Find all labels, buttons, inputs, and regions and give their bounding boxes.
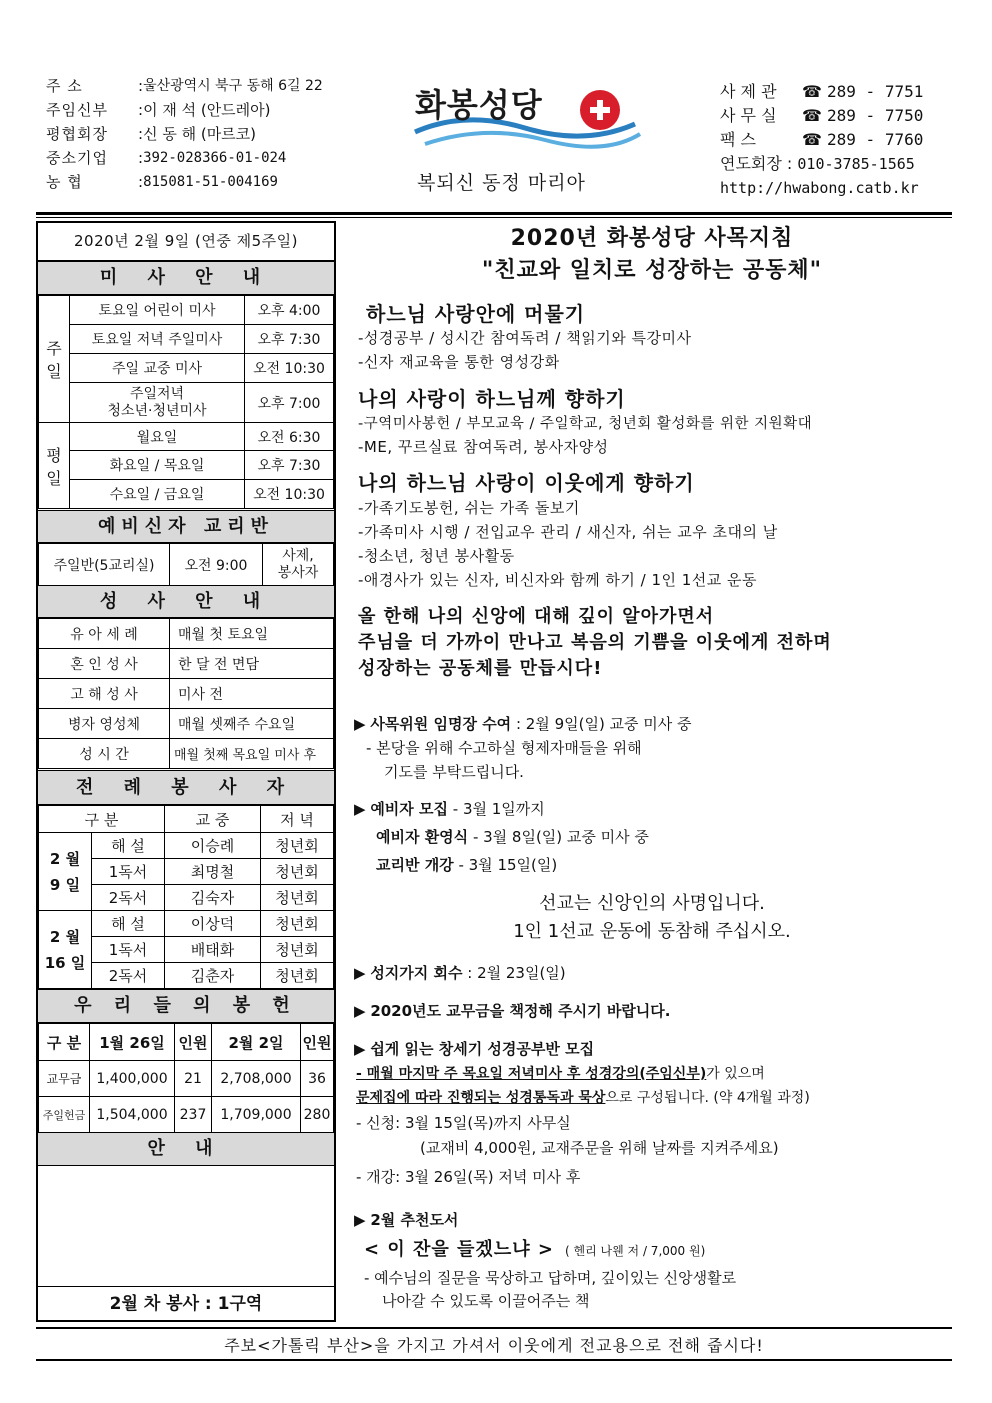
offering-table bbox=[38, 1023, 334, 1133]
liturgy-evening: 청년회 bbox=[261, 911, 334, 937]
sacrament-name: 병자 영성체 bbox=[39, 709, 170, 739]
liturgy-evening: 청년회 bbox=[261, 963, 334, 989]
mass-name: 토요일 저녁 주일미사 bbox=[70, 325, 245, 354]
liturgy-main: 이승례 bbox=[165, 833, 261, 859]
mass-time: 오전 6:30 bbox=[245, 423, 334, 451]
offering-col-header: 1월 26일 bbox=[90, 1024, 175, 1061]
sacrament-value: 미사 전 bbox=[170, 679, 334, 709]
mission-line: 선교는 신앙인의 사명입니다. bbox=[539, 893, 765, 914]
footer-text: 주보<가톨릭 부산>을 가지고 가셔서 이웃에게 전교용으로 전해 줍시다! bbox=[224, 1336, 764, 1355]
bank2-account: 815081-51-004169 bbox=[143, 174, 278, 190]
liturgy-col-header: 구 분 bbox=[39, 806, 165, 833]
bullet-icon: ▶ bbox=[354, 715, 371, 733]
liturgy-role: 2독서 bbox=[92, 885, 165, 911]
offering-value: 1,504,000 bbox=[90, 1097, 175, 1133]
bible-study-line: - 신청: 3월 15일(목)까지 사무실 bbox=[356, 1114, 571, 1132]
address-label: 주 소 bbox=[46, 77, 83, 95]
mass-name: 토요일 어린이 미사 bbox=[70, 296, 245, 325]
sacrament-name: 유 아 세 례 bbox=[39, 619, 170, 649]
mass-name: 수요일 / 금요일 bbox=[70, 480, 245, 509]
liturgy-evening: 청년회 bbox=[261, 859, 334, 885]
book-info: ( 헨리 나웬 저 / 7,000 원) bbox=[565, 1244, 706, 1258]
offering-value: 1,709,000 bbox=[212, 1097, 301, 1133]
date-line: 2020년 2월 9일 (연중 제5주일) bbox=[38, 223, 334, 261]
notice-footer: 2월 차 봉사 : 1구역 bbox=[38, 1286, 334, 1320]
catechumen-table bbox=[38, 543, 334, 586]
liturgy-evening: 청년회 bbox=[261, 833, 334, 859]
mass-name: 주일 교중 미사 bbox=[70, 354, 245, 383]
catechumen-header: 예비신자 교리반 bbox=[38, 510, 334, 543]
footer-rule-bottom bbox=[36, 1359, 952, 1361]
parish-info: 주 소 : 울산광역시 북구 동해 6길 22 주임신부 : 이 재 석 (안드레아) 평협회장 : 신 동 해 (마르코) 중소기업 : 392-028366-01-024 농 협 : 815081-51-004169 bbox=[46, 74, 346, 194]
liturgy-main: 최명철 bbox=[165, 859, 261, 885]
liturgy-evening: 청년회 bbox=[261, 937, 334, 963]
mass-name: 화요일 / 목요일 bbox=[70, 451, 245, 480]
offering-count: 21 bbox=[175, 1061, 212, 1097]
bank1-account: 392-028366-01-024 bbox=[143, 150, 287, 166]
bible-study-line: - 매월 마지막 주 목요일 저녁미사 후 성경강의(주임신부)가 있으며 bbox=[356, 1066, 765, 1082]
offering-value: 2,708,000 bbox=[212, 1061, 301, 1097]
section-heading: 하느님 사랑안에 머물기 bbox=[366, 302, 586, 326]
offering-label: 교무금 bbox=[39, 1061, 90, 1097]
liturgy-header: 전 례 봉 사 자 bbox=[38, 770, 334, 805]
patron-name: 복되신 동정 마리아 bbox=[417, 172, 586, 194]
book-title: < 이 잔을 들겠느냐 > bbox=[364, 1239, 554, 1260]
section-item: -가족미사 시행 / 전입교우 관리 / 새신자, 쉬는 교우 초대의 날 bbox=[358, 523, 778, 541]
mass-table bbox=[38, 295, 334, 509]
announcement-sub: - 본당을 위해 수고하실 형제자매들을 위해 bbox=[366, 739, 642, 757]
mass-time: 오후 7:00 bbox=[245, 383, 334, 423]
website[interactable]: http://hwabong.catb.kr bbox=[720, 179, 919, 197]
council: 신 동 해 (마르코) bbox=[143, 125, 257, 143]
weekday-label: 평일 bbox=[39, 423, 70, 509]
liturgy-evening: 청년회 bbox=[261, 885, 334, 911]
sacrament-value: 한 달 전 면담 bbox=[170, 649, 334, 679]
catechumen-place: 주일반(5교리실) bbox=[39, 544, 170, 586]
offering-header: 우 리 들 의 봉 헌 bbox=[38, 989, 334, 1023]
liturgy-col-header: 저 녁 bbox=[261, 806, 334, 833]
section-item: -가족기도봉헌, 쉬는 가족 돌보기 bbox=[358, 499, 580, 517]
council-label: 평협회장 bbox=[46, 125, 108, 143]
catechumen-time: 오전 9:00 bbox=[170, 544, 263, 586]
announcement-catechumen: ▶ 예비자 모집 - 3월 1일까지 bbox=[354, 800, 545, 818]
offering-col-header: 구 분 bbox=[39, 1024, 90, 1061]
book-description: 나아갈 수 있도록 이끌어주는 책 bbox=[382, 1292, 590, 1310]
sacrament-value: 매월 셋째주 수요일 bbox=[170, 709, 334, 739]
offering-col-header: 2월 2일 bbox=[212, 1024, 301, 1061]
liturgy-main: 김숙자 bbox=[165, 885, 261, 911]
offering-count: 36 bbox=[301, 1061, 334, 1097]
offering-label: 주일헌금 bbox=[39, 1097, 90, 1133]
sacrament-value: 매월 첫째 목요일 미사 후 bbox=[170, 739, 334, 769]
phone-icon: ☎ bbox=[802, 82, 828, 101]
main-motto: "친교와 일치로 성장하는 공동체" bbox=[481, 258, 823, 283]
offering-count: 237 bbox=[175, 1097, 212, 1133]
announcement-welcome: 예비자 환영식 - 3월 8일(일) 교중 미사 중 bbox=[376, 828, 649, 846]
mass-time: 오후 7:30 bbox=[245, 451, 334, 480]
liturgy-role: 1독서 bbox=[92, 937, 165, 963]
parish-logo bbox=[405, 80, 645, 194]
liturgy-col-header: 교 중 bbox=[165, 806, 261, 833]
announcement-palms: ▶ 성지가지 회수 : 2월 23일(일) bbox=[354, 964, 566, 982]
liturgy-role: 해 설 bbox=[92, 833, 165, 859]
announcement-appointment: ▶ 사목위원 임명장 수여 : 2월 9일(일) 교중 미사 중 bbox=[354, 715, 692, 733]
sacrament-name: 고 해 성 사 bbox=[39, 679, 170, 709]
book-title-line bbox=[364, 1235, 705, 1261]
bank2-label: 농 협 bbox=[46, 173, 83, 191]
sacraments-table bbox=[38, 618, 334, 769]
notice-header: 안 내 bbox=[38, 1132, 334, 1166]
address: 울산광역시 북구 동해 6길 22 bbox=[143, 78, 323, 94]
sacrament-value: 매월 첫 토요일 bbox=[170, 619, 334, 649]
sunday-label: 주일 bbox=[39, 296, 70, 423]
mission-line: 1인 1선교 운동에 동참해 주십시오. bbox=[513, 921, 791, 942]
header-rule-thin bbox=[36, 217, 952, 218]
contact-info: 사 제 관 ☎ 289 - 7751 사 무 실 ☎ 289 - 7750 팩 스 ☎ 289 - 7760 연도회장 : 010-3785-1565 http://hwabong.catb.kr bbox=[720, 80, 960, 200]
header-rule bbox=[36, 212, 952, 215]
announcement-bible-study: ▶ 쉽게 읽는 창세기 성경공부반 모집 bbox=[354, 1040, 595, 1058]
offering-col-header: 인원 bbox=[175, 1024, 212, 1061]
liturgy-role: 2독서 bbox=[92, 963, 165, 989]
section-item: -구역미사봉헌 / 부모교육 / 주일학교, 청년회 활성화를 위한 지원확대 bbox=[358, 416, 813, 432]
liturgy-role: 1독서 bbox=[92, 859, 165, 885]
bible-study-line: 문제집에 따라 진행되는 성경통독과 묵상으로 구성됩니다. (약 4개월 과정) bbox=[356, 1090, 810, 1106]
sacrament-name: 혼 인 성 사 bbox=[39, 649, 170, 679]
liturgy-main: 김춘자 bbox=[165, 963, 261, 989]
footer-rule bbox=[36, 1327, 952, 1329]
book-description: - 예수님의 질문을 묵상하고 답하며, 깊이있는 신앙생활로 bbox=[364, 1269, 737, 1287]
section-item: -청소년, 청년 봉사활동 bbox=[358, 547, 515, 565]
section-item: -애경사가 있는 신자, 비신자와 함께 하기 / 1인 1선교 운동 bbox=[358, 571, 758, 589]
offering-col-header: 인원 bbox=[301, 1024, 334, 1061]
office-label: 사 무 실 bbox=[720, 106, 777, 125]
announcement-class: 교리반 개강 - 3월 15일(일) bbox=[376, 856, 558, 874]
annual-label: 연도회장 bbox=[720, 154, 782, 173]
liturgy-date: 2 월 9 일 bbox=[39, 833, 92, 911]
bullet-icon: ▶ bbox=[354, 1040, 371, 1058]
bible-study-line: - 개강: 3월 26일(목) 저녁 미사 후 bbox=[356, 1168, 581, 1186]
sacraments-header: 성 사 안 내 bbox=[38, 585, 334, 618]
section-item: -성경공부 / 성시간 참여독려 / 책읽기와 특강미사 bbox=[358, 329, 692, 347]
mass-time: 오후 4:00 bbox=[245, 296, 334, 325]
bible-study-line: (교재비 4,000원, 교재주문을 위해 날짜를 지켜주세요) bbox=[420, 1139, 779, 1157]
bullet-icon: ▶ bbox=[354, 1211, 371, 1229]
mass-time: 오전 10:30 bbox=[245, 480, 334, 509]
section-item: -ME, 꾸르실료 참여독려, 봉사자양성 bbox=[358, 438, 609, 456]
fax-label: 팩 스 bbox=[720, 130, 756, 149]
main-title: 2020년 화봉성당 사목지침 bbox=[510, 226, 794, 251]
bank1-label: 중소기업 bbox=[46, 149, 108, 167]
offering-value: 1,400,000 bbox=[90, 1061, 175, 1097]
pastor: 이 재 석 (안드레아) bbox=[143, 101, 271, 119]
fax-phone: 289 - 7760 bbox=[827, 130, 924, 149]
offering-count: 280 bbox=[301, 1097, 334, 1133]
pastor-label: 주임신부 bbox=[46, 101, 108, 119]
rectory-label: 사 제 관 bbox=[720, 82, 777, 101]
rectory-phone: 289 - 7751 bbox=[827, 82, 924, 101]
section-heading: 나의 하느님 사랑이 이웃에게 향하기 bbox=[358, 471, 695, 495]
phone-icon: ☎ bbox=[802, 106, 828, 125]
closing-line: 주님을 더 가까이 만나고 복음의 기쁨을 이웃에게 전하며 bbox=[358, 632, 832, 653]
bullet-icon: ▶ bbox=[354, 800, 371, 818]
left-column bbox=[36, 221, 336, 1322]
liturgy-main: 배태화 bbox=[165, 937, 261, 963]
mass-header: 미 사 안 내 bbox=[38, 261, 334, 295]
closing-line: 올 한해 나의 신앙에 대해 깊이 알아가면서 bbox=[358, 606, 715, 627]
office-phone: 289 - 7750 bbox=[827, 106, 924, 125]
announcement-book: ▶ 2월 추천도서 bbox=[354, 1211, 459, 1229]
announcement-dues: ▶ 2020년도 교무금을 책정해 주시기 바랍니다. bbox=[354, 1002, 671, 1020]
catechumen-teacher: 사제, 봉사자 bbox=[263, 544, 334, 586]
section-heading: 나의 사랑이 하느님께 향하기 bbox=[358, 387, 626, 411]
mass-name: 월요일 bbox=[70, 423, 245, 451]
mass-name: 주일저녁 청소년·청년미사 bbox=[70, 383, 245, 423]
sacrament-name: 성 시 간 bbox=[39, 739, 170, 769]
liturgy-main: 이상덕 bbox=[165, 911, 261, 937]
bullet-icon: ▶ bbox=[354, 1002, 371, 1020]
annual-phone: 010-3785-1565 bbox=[797, 155, 915, 173]
closing-line: 성장하는 공동체를 만듭시다! bbox=[358, 658, 603, 679]
liturgy-date: 2 월 16 일 bbox=[39, 911, 92, 989]
phone-icon: ☎ bbox=[802, 130, 828, 149]
section-item: -신자 재교육을 통한 영성강화 bbox=[358, 353, 560, 371]
announcement-sub: 기도를 부탁드립니다. bbox=[384, 763, 524, 781]
parish-name: 화봉성당 bbox=[415, 86, 543, 124]
mass-time: 오전 10:30 bbox=[245, 354, 334, 383]
bullet-icon: ▶ bbox=[354, 964, 371, 982]
liturgy-role: 해 설 bbox=[92, 911, 165, 937]
mass-time: 오후 7:30 bbox=[245, 325, 334, 354]
liturgy-table bbox=[38, 805, 334, 989]
